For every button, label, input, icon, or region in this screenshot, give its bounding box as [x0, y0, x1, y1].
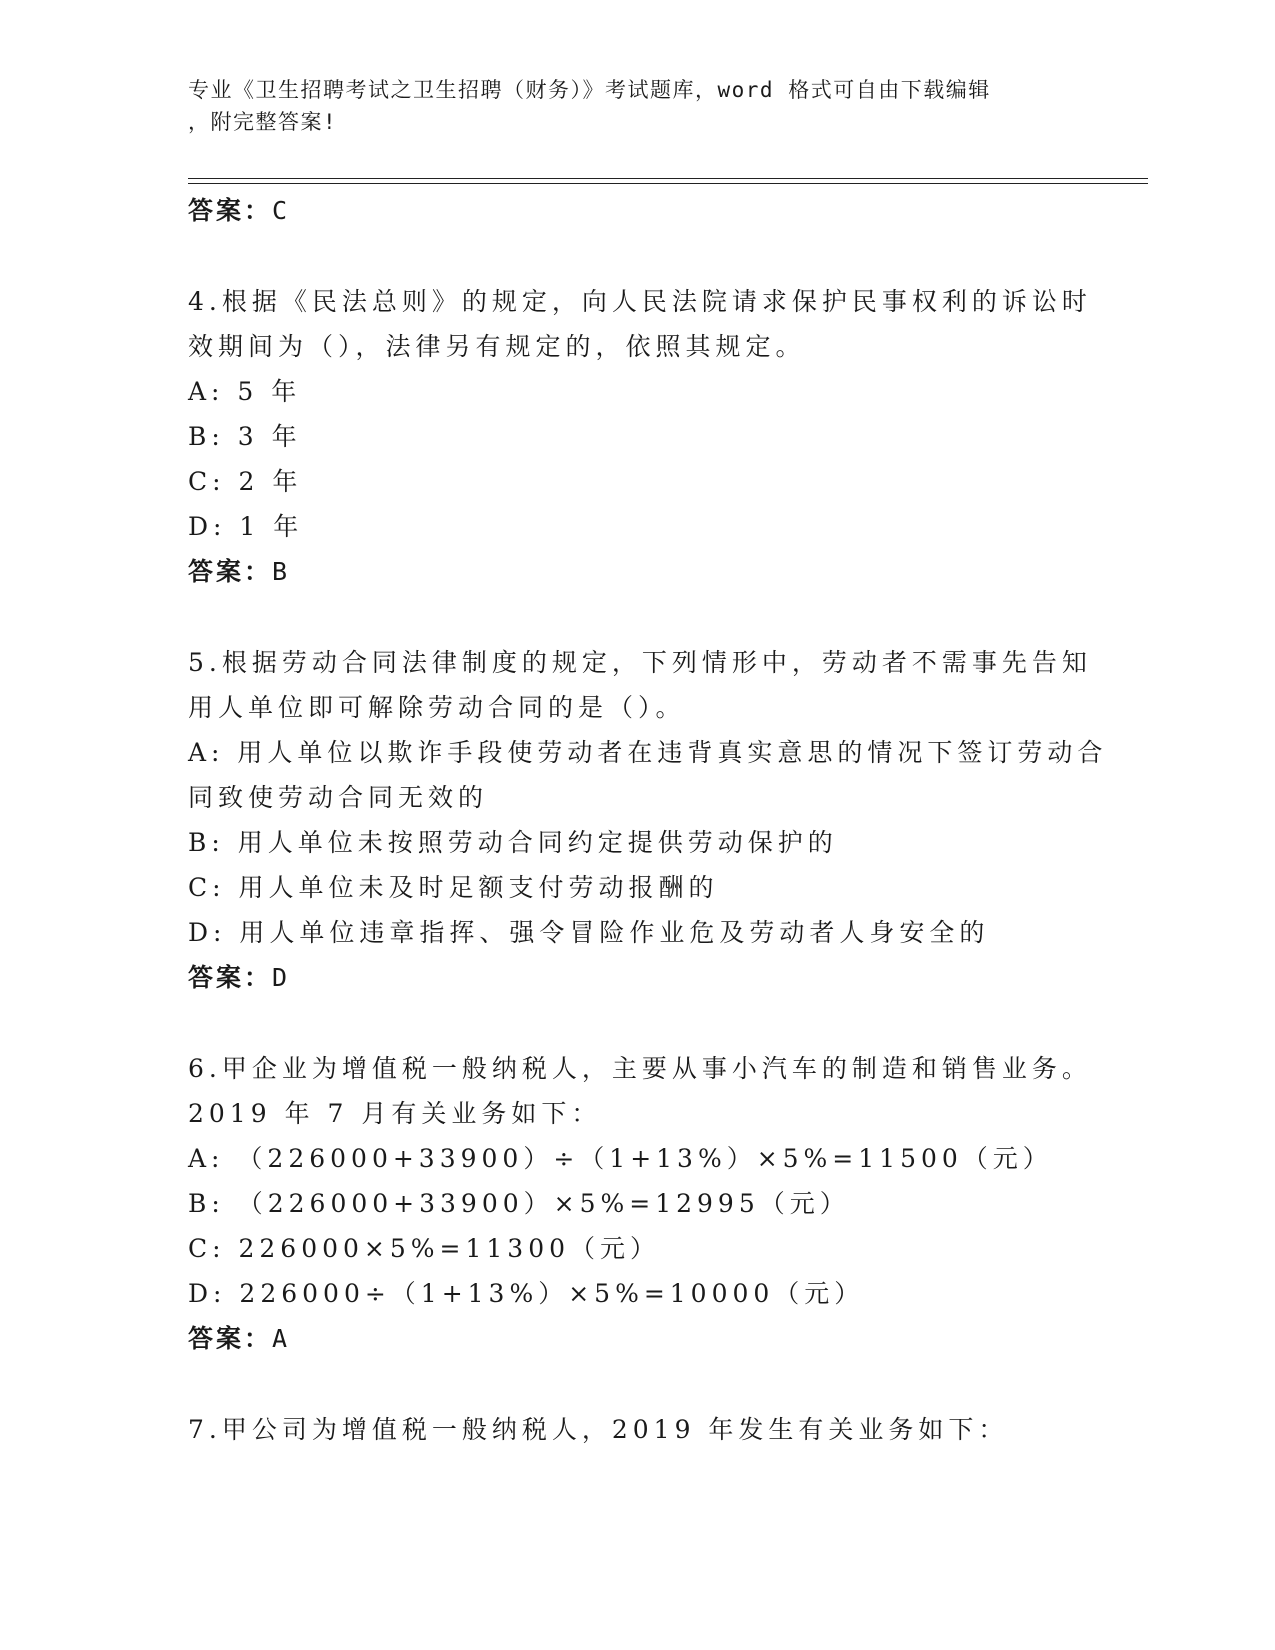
question-stem: 4.根据《民法总则》的规定，向人民法院请求保护民事权利的诉讼时: [188, 287, 1092, 316]
answer-value: C: [272, 196, 291, 225]
question-6: [188, 1046, 1092, 1361]
answer-prefix: 答案：: [188, 557, 273, 586]
question-stem: 效期间为（），法律另有规定的，依照其规定。: [188, 332, 806, 361]
answer-value: A: [272, 1324, 291, 1353]
option-a: A: 用人单位以欺诈手段使劳动者在违背真实意思的情况下签订劳动合: [188, 738, 1108, 767]
answer-prefix: 答案：: [188, 963, 273, 992]
answer-value: D: [272, 963, 291, 992]
answer-value: B: [272, 557, 291, 586]
option-c: C: 2 年: [188, 467, 303, 496]
option-d: D: 226000÷（1+13%）×5%=10000（元）: [188, 1279, 865, 1308]
option-b: B: 3 年: [188, 422, 302, 451]
answer-line: [188, 955, 1088, 1000]
question-stem: 2019 年 7 月有关业务如下：: [188, 1099, 602, 1128]
question-stem: 6.甲企业为增值税一般纳税人，主要从事小汽车的制造和销售业务。: [188, 1054, 1092, 1083]
question-stem: 7.甲公司为增值税一般纳税人，2019 年发生有关业务如下：: [188, 1415, 1009, 1444]
header-line-1: 专业《卫生招聘考试之卫生招聘（财务）》考试题库，word 格式可自由下载编辑: [188, 78, 991, 102]
question-stem: 用人单位即可解除劳动合同的是（）。: [188, 693, 686, 722]
option-b: B: 用人单位未按照劳动合同约定提供劳动保护的: [188, 828, 838, 857]
answer-line-q3: [188, 188, 1088, 233]
option-d: D: 用人单位违章指挥、强令冒险作业危及劳动者人身安全的: [188, 918, 990, 947]
question-stem: 5.根据劳动合同法律制度的规定，下列情形中，劳动者不需事先告知: [188, 648, 1092, 677]
header-divider-top: [188, 178, 1148, 179]
answer-prefix: 答案：: [188, 1324, 273, 1353]
option-a: A: 5 年: [188, 377, 302, 406]
option-a: A: （226000+33900）÷（1+13%）×5%=11500（元）: [188, 1144, 1053, 1173]
question-list: [188, 188, 1108, 1452]
answer-line: [188, 1316, 1088, 1361]
question-5: [188, 640, 1108, 1000]
option-d: D: 1 年: [188, 512, 304, 541]
answer-line: [188, 549, 1088, 594]
question-4: [188, 279, 1092, 594]
answer-prefix: 答案：: [188, 196, 273, 225]
header-line-2: ，附完整答案!: [188, 110, 338, 134]
option-a-continued: 同致使劳动合同无效的: [188, 783, 489, 812]
document-header: [188, 74, 1088, 138]
option-c: C: 用人单位未及时足额支付劳动报酬的: [188, 873, 719, 902]
option-b: B: （226000+33900）×5%=12995（元）: [188, 1189, 850, 1218]
option-c: C: 226000×5%=11300（元）: [188, 1234, 661, 1263]
question-7: [188, 1407, 1088, 1452]
header-divider-bottom: [188, 183, 1148, 184]
